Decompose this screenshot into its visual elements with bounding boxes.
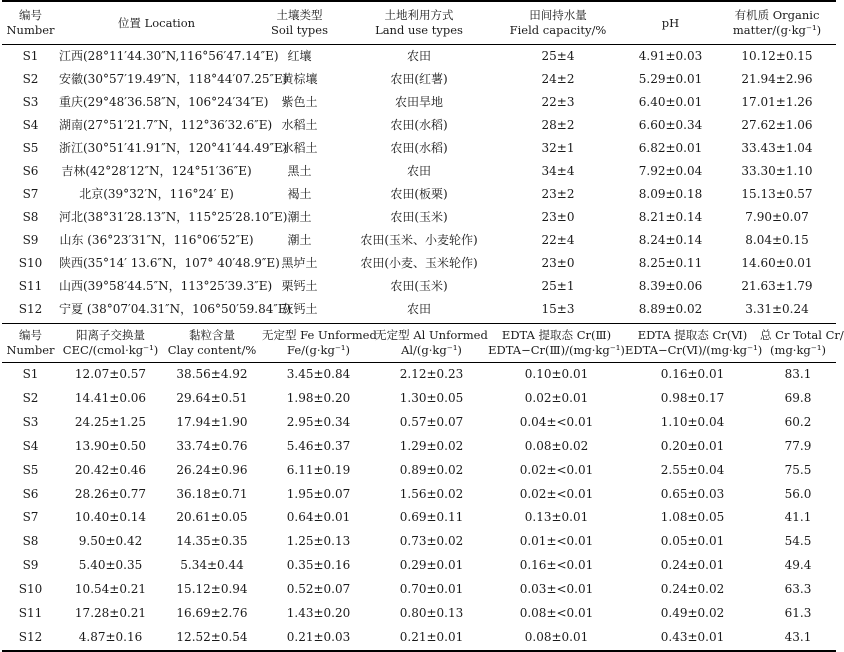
- cell-total-cr: 83.1: [784, 367, 812, 381]
- cell-number: S9: [22, 558, 39, 573]
- table-row: [2, 91, 836, 114]
- cell-al: 0.89±0.02: [399, 462, 464, 477]
- cell-ph: 8.39±0.06: [638, 279, 703, 293]
- cell-number: S4: [22, 118, 39, 132]
- cell-clay: 5.34±0.44: [180, 558, 244, 573]
- cell-number: S7: [22, 510, 39, 525]
- cell-fe: 0.35±0.16: [286, 558, 351, 573]
- table2-header-total-cr: 总 Cr Total Cr/ (mg·kg⁻¹): [760, 324, 836, 363]
- cell-cec: 20.42±0.46: [74, 462, 147, 477]
- cell-edta-cr3: 0.04±<0.01: [519, 414, 594, 429]
- cell-number: S7: [22, 187, 39, 201]
- table-row: [2, 68, 836, 91]
- cell-location: 山西(39°58′44.5″N，113°25′39.3″E): [59, 279, 273, 293]
- cell-edta-cr6: 0.65±0.03: [660, 486, 725, 501]
- cell-field-capacity: 23±0: [541, 256, 575, 270]
- cell-al: 0.70±0.01: [399, 582, 464, 597]
- cell-total-cr: 41.1: [784, 510, 812, 525]
- table-row: [2, 160, 836, 183]
- cell-clay: 20.61±0.05: [176, 510, 248, 525]
- cell-field-capacity: 28±2: [541, 118, 575, 132]
- cell-field-capacity: 22±3: [541, 95, 575, 109]
- cell-cec: 28.26±0.77: [74, 486, 147, 501]
- cell-fe: 1.25±0.13: [286, 534, 351, 549]
- cell-clay: 17.94±1.90: [176, 414, 248, 429]
- cell-fe: 1.98±0.20: [286, 390, 351, 405]
- cell-number: S10: [18, 582, 43, 597]
- cell-location: 安徽(30°57′19.49″N，118°44′07.25″E): [59, 72, 288, 86]
- table2-header-edta-cr6: EDTA 提取态 Cr(Ⅵ) EDTA−Cr(Ⅵ)/(mg·kg⁻¹): [625, 324, 760, 363]
- cell-number: S8: [22, 210, 39, 224]
- cell-number: S1: [22, 367, 39, 381]
- table2-header-al: 无定型 Al Unformed Al/(g·kg⁻¹): [375, 324, 488, 363]
- cell-organic-matter: 27.62±1.06: [741, 118, 813, 132]
- cell-organic-matter: 10.12±0.15: [741, 49, 813, 63]
- cell-soil-type: 水稻土: [281, 118, 318, 132]
- cell-field-capacity: 32±1: [541, 141, 575, 155]
- cell-location: 吉林(42°28′12″N，124°51′36″E): [61, 164, 252, 178]
- table-row: [2, 275, 836, 298]
- cell-total-cr: 60.2: [784, 414, 812, 429]
- cell-organic-matter: 8.04±0.15: [745, 233, 809, 247]
- cell-ph: 8.21±0.14: [638, 210, 703, 224]
- table-row: [2, 45, 836, 69]
- cell-ph: 8.24±0.14: [638, 233, 703, 247]
- cell-number: S1: [22, 49, 39, 63]
- cell-cec: 4.87±0.16: [78, 629, 143, 644]
- table1-header-location: 位置 Location: [59, 1, 254, 45]
- cell-organic-matter: 21.94±2.96: [741, 72, 813, 86]
- table-row: [2, 554, 836, 578]
- cell-al: 1.29±0.02: [399, 438, 464, 453]
- cell-clay: 16.69±2.76: [176, 606, 248, 621]
- cell-location: 山东 (36°23′31″N，116°06′52″E): [59, 233, 254, 247]
- cell-ph: 8.25±0.11: [638, 256, 703, 270]
- cell-field-capacity: 23±2: [541, 187, 575, 201]
- table-row: [2, 206, 836, 229]
- cell-cec: 9.50±0.42: [78, 534, 143, 549]
- table-row: [2, 435, 836, 459]
- cell-clay: 15.12±0.94: [176, 582, 248, 597]
- cell-organic-matter: 33.30±1.10: [741, 164, 813, 178]
- cell-al: 0.29±0.01: [399, 558, 464, 573]
- cell-al: 0.69±0.11: [399, 510, 464, 525]
- cell-total-cr: 61.3: [784, 606, 812, 621]
- cell-edta-cr6: 0.20±0.01: [660, 438, 725, 453]
- table-row: [2, 363, 836, 387]
- cell-field-capacity: 25±4: [541, 49, 575, 63]
- cell-total-cr: 56.0: [784, 486, 812, 501]
- cell-cec: 24.25±1.25: [74, 414, 147, 429]
- cell-organic-matter: 33.43±1.04: [741, 141, 813, 155]
- cell-fe: 6.11±0.19: [286, 462, 351, 477]
- cell-edta-cr6: 0.16±0.01: [660, 367, 725, 381]
- cell-location: 江西(28°11′44.30″N,116°56′47.14″E): [59, 49, 279, 63]
- cell-field-capacity: 25±1: [541, 279, 575, 293]
- cell-land-use: 农田(板栗): [390, 187, 448, 201]
- cell-edta-cr6: 0.98±0.17: [660, 390, 725, 405]
- cell-number: S11: [18, 606, 43, 621]
- cell-cec: 12.07±0.57: [74, 367, 147, 381]
- cell-cec: 10.40±0.14: [74, 510, 147, 525]
- cell-edta-cr6: 2.55±0.04: [660, 462, 725, 477]
- cell-cec: 5.40±0.35: [78, 558, 143, 573]
- cell-fe: 0.21±0.03: [286, 629, 351, 644]
- table-row: [2, 229, 836, 252]
- cell-clay: 26.24±0.96: [176, 462, 248, 477]
- cell-field-capacity: 34±4: [541, 164, 575, 178]
- cell-fe: 3.45±0.84: [286, 367, 351, 381]
- cell-clay: 33.74±0.76: [176, 438, 248, 453]
- table1-header-ph: pH: [623, 1, 718, 45]
- cell-soil-type: 黄棕壤: [281, 72, 318, 86]
- cell-soil-type: 黑垆土: [281, 256, 318, 270]
- cell-clay: 29.64±0.51: [176, 390, 248, 405]
- cell-field-capacity: 24±2: [541, 72, 575, 86]
- cell-edta-cr3: 0.02±<0.01: [519, 486, 594, 501]
- table1-header-land-use: 土地利用方式 Land use types: [345, 1, 493, 45]
- cell-edta-cr3: 0.13±0.01: [524, 510, 589, 525]
- cell-number: S9: [22, 233, 39, 247]
- table-row: [2, 183, 836, 206]
- cell-total-cr: 54.5: [784, 534, 812, 549]
- cell-ph: 4.91±0.03: [638, 49, 703, 63]
- cell-soil-type: 灰钙土: [281, 302, 318, 316]
- cell-ph: 5.29±0.01: [638, 72, 703, 86]
- cell-number: S8: [22, 534, 39, 549]
- table2-header-fe: 无定型 Fe Unformed Fe/(g·kg⁻¹): [262, 324, 375, 363]
- cell-number: S6: [22, 486, 39, 501]
- cell-edta-cr3: 0.02±0.01: [524, 390, 589, 405]
- cell-field-capacity: 23±0: [541, 210, 575, 224]
- cell-clay: 14.35±0.35: [176, 534, 248, 549]
- cell-soil-type: 褐土: [287, 187, 312, 201]
- cell-cec: 10.54±0.21: [74, 582, 147, 597]
- cell-total-cr: 77.9: [784, 438, 812, 453]
- table-row: [2, 602, 836, 626]
- cell-ph: 6.40±0.01: [638, 95, 703, 109]
- cell-clay: 12.52±0.54: [176, 629, 248, 644]
- cell-edta-cr3: 0.01±<0.01: [519, 534, 594, 549]
- cell-number: S4: [22, 438, 39, 453]
- cell-edta-cr3: 0.10±0.01: [524, 367, 589, 381]
- table-row: [2, 530, 836, 554]
- table-row: [2, 114, 836, 137]
- cell-land-use: 农田: [406, 164, 431, 178]
- cell-total-cr: 75.5: [784, 462, 812, 477]
- cell-number: S11: [18, 279, 43, 293]
- table2-header-cec: 阳离子交换量 CEC/(cmol·kg⁻¹): [59, 324, 162, 363]
- cell-land-use: 农田(水稻): [390, 141, 448, 155]
- cell-location: 重庆(29°48′36.58″N，106°24′34″E): [59, 95, 269, 109]
- cell-edta-cr3: 0.02±<0.01: [519, 462, 594, 477]
- cell-number: S2: [22, 390, 39, 405]
- cell-land-use: 农田(小麦、玉米轮作): [360, 256, 478, 270]
- cell-number: S6: [22, 164, 39, 178]
- cell-field-capacity: 15±3: [541, 302, 575, 316]
- cell-ph: 8.09±0.18: [638, 187, 703, 201]
- table-row: [2, 387, 836, 411]
- cell-al: 0.21±0.01: [399, 629, 464, 644]
- cell-cec: 17.28±0.21: [74, 606, 147, 621]
- cell-organic-matter: 14.60±0.01: [741, 256, 813, 270]
- cell-ph: 7.92±0.04: [638, 164, 703, 178]
- cell-organic-matter: 15.13±0.57: [741, 187, 813, 201]
- cell-location: 宁夏 (38°07′04.31″N，106°50′59.84″E): [59, 302, 292, 316]
- cell-cec: 14.41±0.06: [74, 390, 147, 405]
- cell-organic-matter: 7.90±0.07: [745, 210, 809, 224]
- table1-header-row: [2, 1, 836, 45]
- cell-location: 浙江(30°51′41.91″N，120°41′44.49″E): [59, 141, 288, 155]
- table-row: [2, 578, 836, 602]
- cell-al: 1.30±0.05: [399, 390, 464, 405]
- cell-location: 湖南(27°51′21.7″N，112°36′32.6″E): [59, 118, 273, 132]
- cell-field-capacity: 22±4: [541, 233, 575, 247]
- cell-land-use: 农田: [406, 49, 431, 63]
- cell-land-use: 农田旱地: [394, 95, 443, 109]
- table-row: [2, 459, 836, 483]
- cell-number: S5: [22, 462, 39, 477]
- cell-organic-matter: 21.63±1.79: [741, 279, 813, 293]
- cell-total-cr: 69.8: [784, 390, 812, 405]
- cell-land-use: 农田(玉米): [390, 210, 448, 224]
- cell-al: 1.56±0.02: [399, 486, 464, 501]
- cell-clay: 38.56±4.92: [176, 367, 248, 381]
- table-soil-location-properties: [2, 0, 836, 321]
- cell-soil-type: 潮土: [287, 233, 312, 247]
- cell-number: S5: [22, 141, 39, 155]
- table-row: [2, 483, 836, 507]
- cell-soil-type: 潮土: [287, 210, 312, 224]
- cell-soil-type: 黑土: [287, 164, 312, 178]
- table2-header-number: 编号 Number: [2, 324, 59, 363]
- cell-land-use: 农田(玉米): [390, 279, 448, 293]
- cell-number: S12: [18, 302, 43, 316]
- cell-location: 北京(39°32′N，116°24′ E): [79, 187, 234, 201]
- table-row: [2, 411, 836, 435]
- cell-clay: 36.18±0.71: [176, 486, 248, 501]
- table2-header-edta-cr3: EDTA 提取态 Cr(Ⅲ) EDTA−Cr(Ⅲ)/(mg·kg⁻¹): [488, 324, 625, 363]
- cell-total-cr: 49.4: [784, 558, 812, 573]
- cell-total-cr: 63.3: [784, 582, 812, 597]
- table-row: [2, 626, 836, 651]
- table1-header-field-capacity: 田间持水量 Field capacity/%: [493, 1, 623, 45]
- cell-organic-matter: 17.01±1.26: [741, 95, 813, 109]
- cell-number: S3: [22, 414, 39, 429]
- cell-ph: 6.82±0.01: [638, 141, 703, 155]
- cell-fe: 0.52±0.07: [286, 582, 351, 597]
- cell-al: 0.73±0.02: [399, 534, 464, 549]
- cell-soil-type: 水稻土: [281, 141, 318, 155]
- cell-fe: 1.43±0.20: [286, 606, 351, 621]
- cell-edta-cr6: 1.08±0.05: [660, 510, 725, 525]
- table-row: [2, 137, 836, 160]
- cell-location: 陕西(35°14′ 13.6″N，107° 40′48.9″E): [59, 256, 280, 270]
- cell-al: 2.12±0.23: [399, 367, 464, 381]
- cell-edta-cr3: 0.03±<0.01: [519, 582, 594, 597]
- cell-edta-cr3: 0.16±<0.01: [519, 558, 594, 573]
- cell-land-use: 农田(水稻): [390, 118, 448, 132]
- cell-location: 河北(38°31′28.13″N，115°25′28.10″E): [59, 210, 288, 224]
- cell-number: S3: [22, 95, 39, 109]
- cell-number: S2: [22, 72, 39, 86]
- table1-header-organic-matter: 有机质 Organic matter/(g·kg⁻¹): [718, 1, 836, 45]
- cell-land-use: 农田(玉米、小麦轮作): [360, 233, 478, 247]
- cell-fe: 5.46±0.37: [286, 438, 351, 453]
- cell-total-cr: 43.1: [784, 629, 812, 644]
- cell-land-use: 农田(红薯): [390, 72, 448, 86]
- table1-header-soil-type: 土壤类型 Soil types: [254, 1, 345, 45]
- cell-edta-cr6: 1.10±0.04: [660, 414, 725, 429]
- cell-al: 0.80±0.13: [399, 606, 464, 621]
- cell-al: 0.57±0.07: [399, 414, 464, 429]
- cell-organic-matter: 3.31±0.24: [745, 302, 809, 316]
- cell-edta-cr6: 0.05±0.01: [660, 534, 725, 549]
- cell-number: S10: [18, 256, 43, 270]
- cell-soil-type: 栗钙土: [281, 279, 318, 293]
- cell-land-use: 农田: [406, 302, 431, 316]
- cell-edta-cr3: 0.08±0.02: [524, 438, 589, 453]
- cell-edta-cr6: 0.43±0.01: [660, 629, 725, 644]
- table-row: [2, 506, 836, 530]
- table1-header-number: 编号 Number: [2, 1, 59, 45]
- table-soil-chemistry: [2, 323, 844, 652]
- cell-soil-type: 红壤: [287, 49, 312, 63]
- cell-edta-cr3: 0.08±0.01: [524, 629, 589, 644]
- cell-fe: 0.64±0.01: [286, 510, 351, 525]
- cell-edta-cr6: 0.49±0.02: [660, 606, 725, 621]
- cell-cec: 13.90±0.50: [74, 438, 147, 453]
- table2-header-row: [2, 324, 836, 363]
- table-row: [2, 252, 836, 275]
- cell-edta-cr3: 0.08±<0.01: [519, 606, 594, 621]
- cell-ph: 6.60±0.34: [638, 118, 703, 132]
- cell-ph: 8.89±0.02: [638, 302, 703, 316]
- cell-fe: 2.95±0.34: [286, 414, 351, 429]
- cell-number: S12: [18, 629, 43, 644]
- table2-header-clay: 黏粒含量 Clay content/%: [162, 324, 262, 363]
- cell-edta-cr6: 0.24±0.01: [660, 558, 725, 573]
- table-row: [2, 298, 836, 321]
- cell-edta-cr6: 0.24±0.02: [660, 582, 725, 597]
- cell-soil-type: 紫色土: [281, 95, 318, 109]
- cell-fe: 1.95±0.07: [286, 486, 351, 501]
